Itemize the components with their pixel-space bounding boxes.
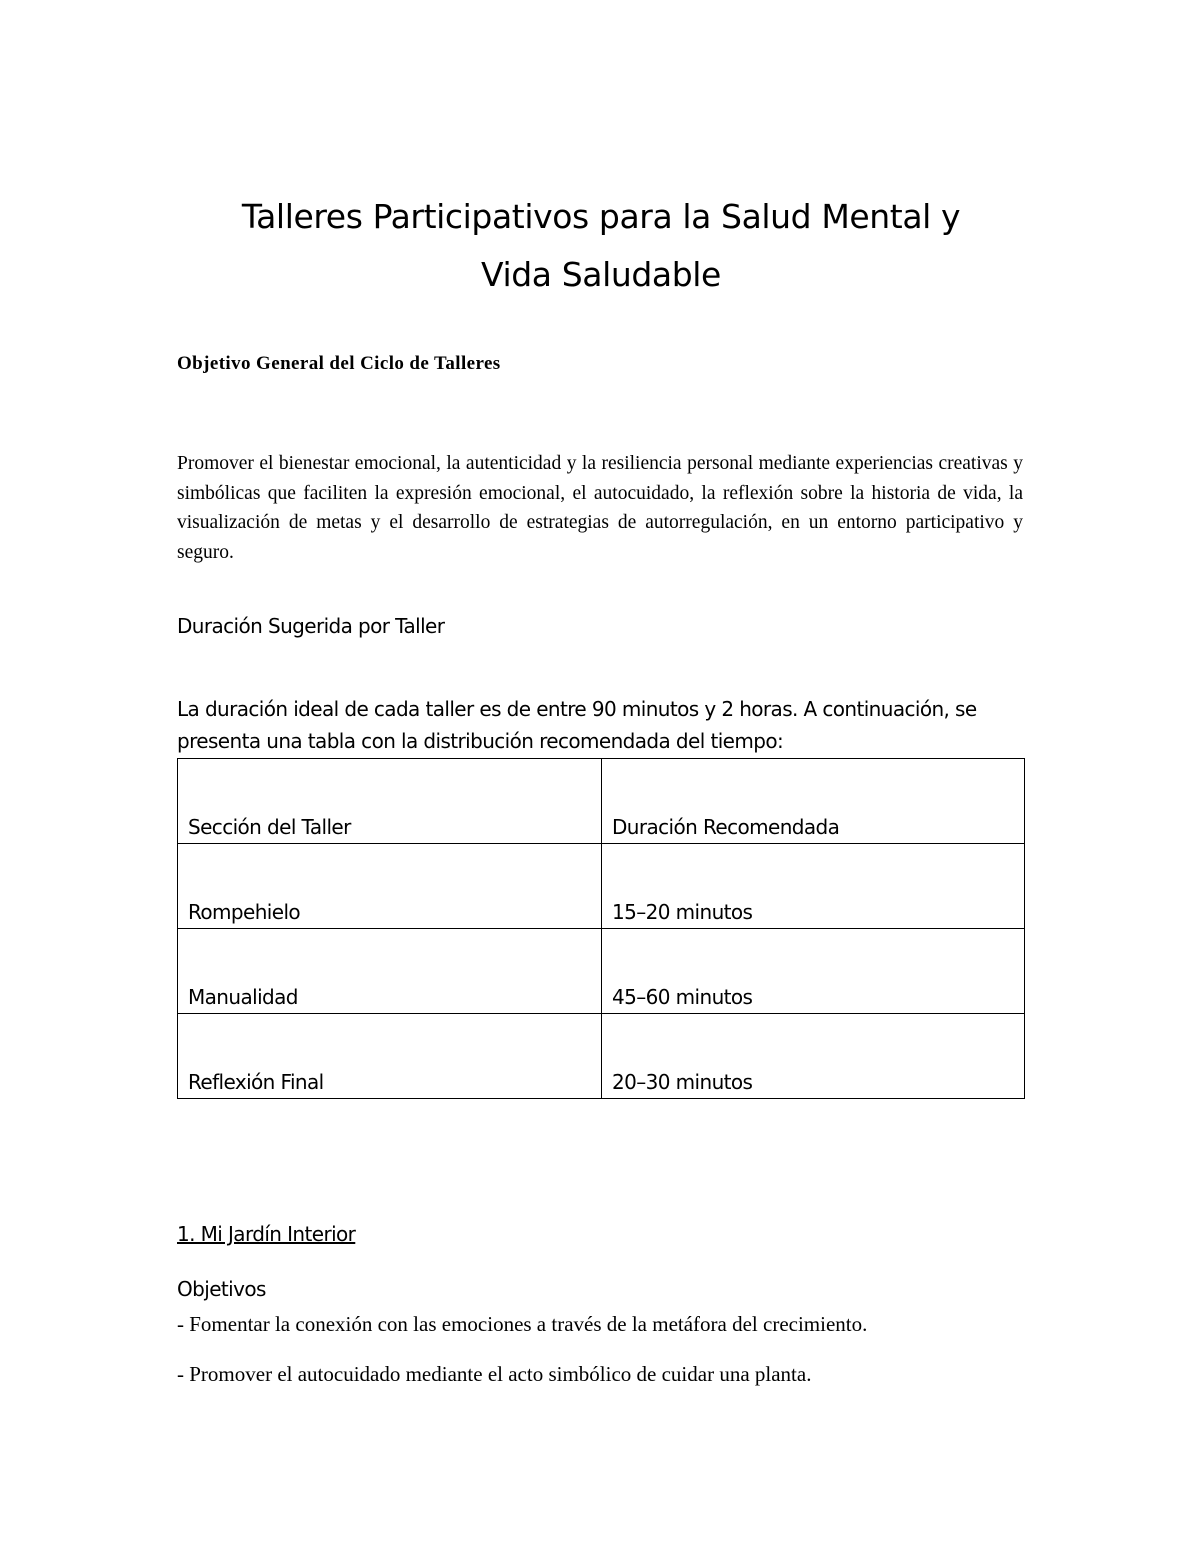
document-title: [157, 188, 1045, 304]
duration-paragraph: La duración ideal de cada taller es de entre 90 minutos y 2 horas. A continuación, se presenta una tabla con la distribución recomendada del tiempo:: [177, 697, 977, 753]
table-cell-section: Manualidad: [178, 929, 602, 1014]
duration-heading: Duración Sugerida por Taller: [177, 614, 445, 638]
objective-item: - Promover el autocuidado mediante el acto simbólico de cuidar una planta.: [177, 1362, 812, 1386]
objective-item: - Fomentar la conexión con las emociones a través de la metáfora del crecimiento.: [177, 1312, 868, 1336]
objectives-label: Objetivos: [177, 1277, 266, 1301]
table-row: [178, 844, 1025, 929]
table-cell-duration: 15–20 minutos: [602, 844, 1025, 929]
table-cell-section: Rompehielo: [178, 844, 602, 929]
table-header-row: [178, 759, 1025, 844]
table-cell-section: Reflexión Final: [178, 1014, 602, 1099]
table-header-cell: Duración Recomendada: [602, 759, 1025, 844]
title-line-2: Vida Saludable: [481, 255, 721, 294]
objective-heading: Objetivo General del Ciclo de Talleres: [177, 353, 501, 374]
table-cell-duration: 45–60 minutos: [602, 929, 1025, 1014]
time-distribution-table: [177, 758, 1025, 1099]
section-heading: 1. Mi Jardín Interior: [177, 1222, 356, 1246]
document-page: [177, 0, 1025, 1553]
objective-paragraph: Promover el bienestar emocional, la autenticidad y la resiliencia personal mediante experiencias creativas y simbólicas que faciliten la expresión emocional, el autocuidado, la reflexión sobre la historia de vida, la visualización de metas y el desarrollo de estrategias de autorregulación, en un entorno participativo y seguro.: [177, 453, 1023, 563]
table-row: [178, 929, 1025, 1014]
table-header-cell: Sección del Taller: [178, 759, 602, 844]
table-row: [178, 1014, 1025, 1099]
title-line-1: Talleres Participativos para la Salud Mental y: [241, 197, 961, 236]
table-cell-duration: 20–30 minutos: [602, 1014, 1025, 1099]
